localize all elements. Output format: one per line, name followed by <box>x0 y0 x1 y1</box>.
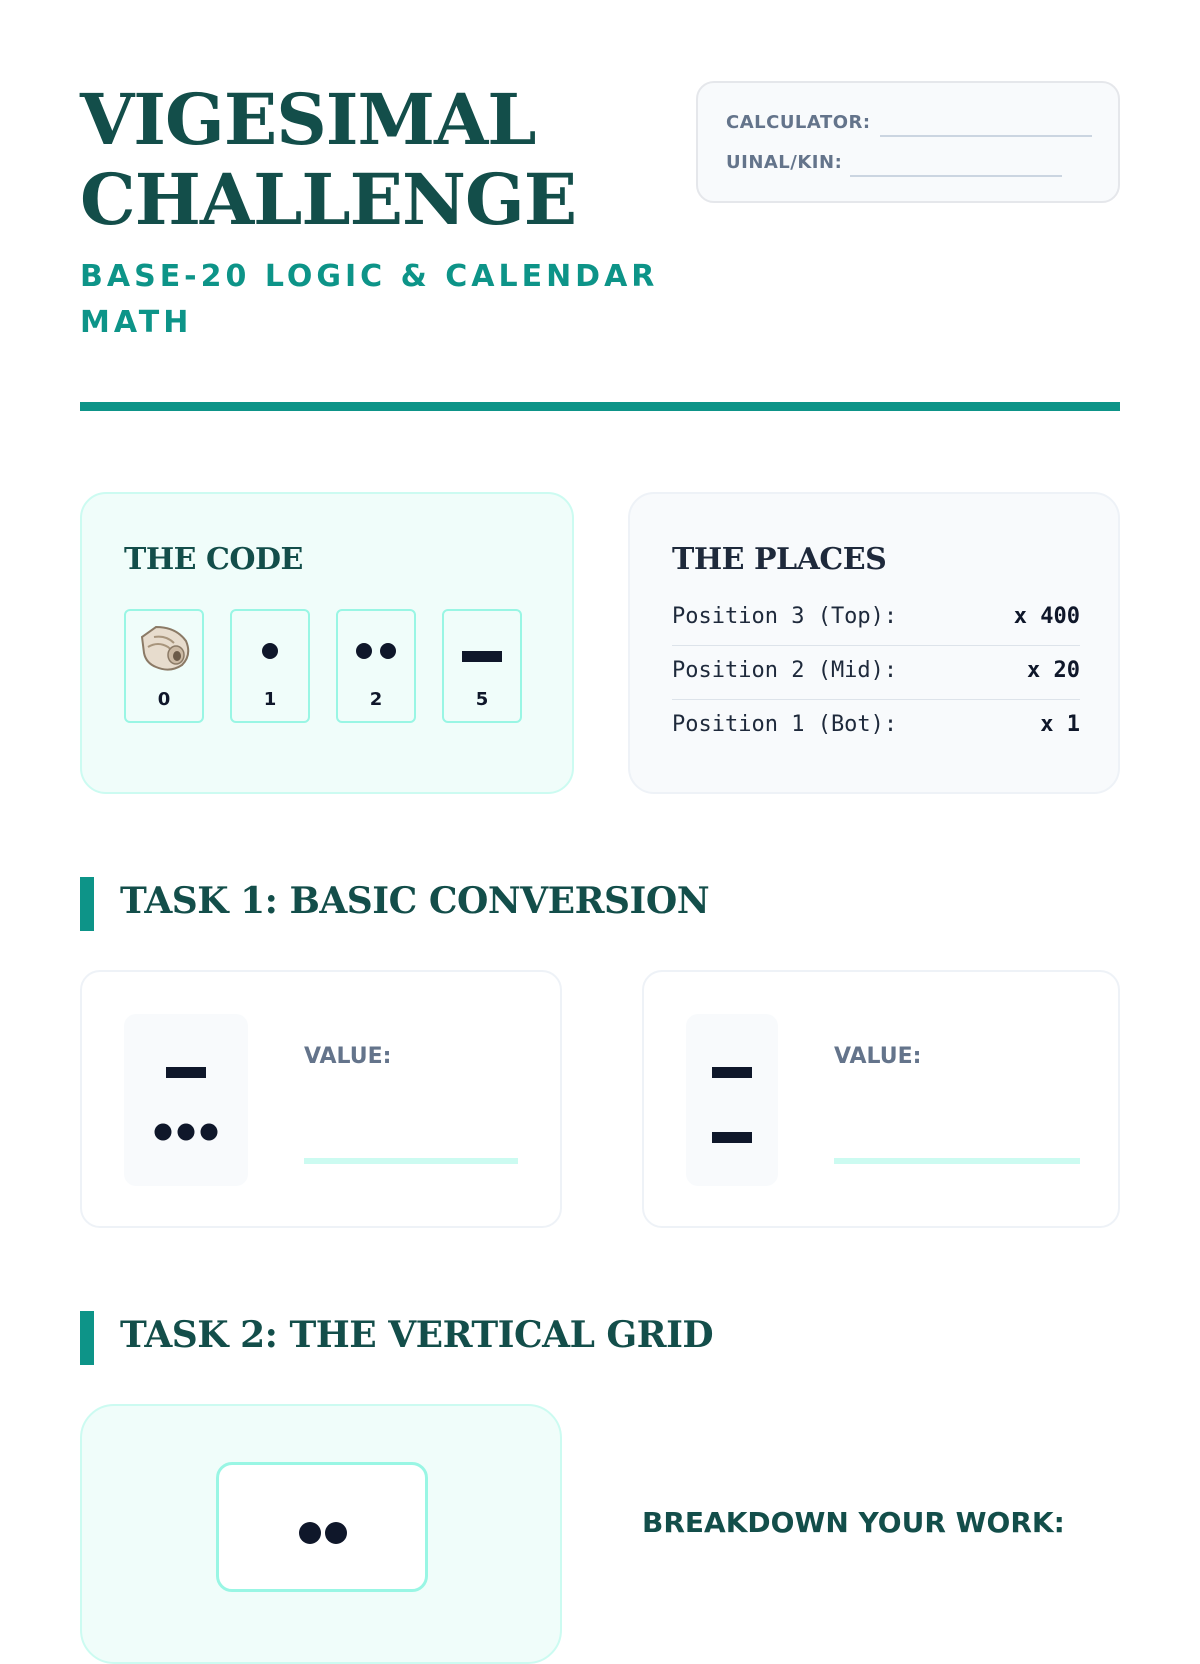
place-row <box>672 700 1080 754</box>
place-multiplier: x 20 <box>1027 658 1080 683</box>
numeral-display <box>686 1014 778 1186</box>
breakdown-label: BREAKDOWN YOUR WORK: <box>642 1506 1065 1539</box>
bar-symbol <box>444 611 520 687</box>
glyph-tile-five <box>442 609 522 723</box>
place-name: Position 2 (Mid): <box>672 658 898 683</box>
calculator-label: CALCULATOR: <box>726 112 871 133</box>
task1-problem-b <box>642 970 1120 1228</box>
places-card <box>628 492 1120 794</box>
place-multiplier: x 1 <box>1040 712 1080 737</box>
place-name: Position 1 (Bot): <box>672 712 898 737</box>
value-answer-field[interactable] <box>834 1158 1080 1164</box>
task1-accent-bar <box>80 877 94 931</box>
title-line-1: VIGESIMAL <box>80 78 536 161</box>
numeral-display <box>124 1014 248 1186</box>
task2-accent-bar <box>80 1311 94 1365</box>
value-answer-field[interactable] <box>304 1158 518 1164</box>
task2-title: TASK 2: THE VERTICAL GRID <box>120 1314 714 1356</box>
place-multiplier: x 400 <box>1013 604 1080 629</box>
one-dot-symbol <box>232 611 308 687</box>
page-title <box>80 80 640 240</box>
shell-icon <box>126 611 202 687</box>
vertical-grid-card <box>80 1404 562 1664</box>
glyph-tile-two <box>336 609 416 723</box>
header-divider <box>80 402 1120 411</box>
glyph-label-zero: 0 <box>157 689 171 710</box>
code-card <box>80 492 574 794</box>
place-row <box>672 646 1080 700</box>
glyph-tile-one <box>230 609 310 723</box>
uinal-kin-field[interactable] <box>850 175 1062 177</box>
value-label: VALUE: <box>834 1044 922 1069</box>
two-dots-symbol <box>338 611 414 687</box>
calculator-field[interactable] <box>880 135 1092 137</box>
page-subtitle: BASE-20 LOGIC & CALENDAR MATH <box>80 259 659 340</box>
place-name: Position 3 (Top): <box>672 604 898 629</box>
glyph-tile-zero <box>124 609 204 723</box>
value-label: VALUE: <box>304 1044 392 1069</box>
glyph-label-one: 1 <box>263 689 277 710</box>
glyph-label-two: 2 <box>369 689 383 710</box>
places-card-heading: THE PLACES <box>672 542 887 577</box>
task1-title: TASK 1: BASIC CONVERSION <box>120 880 710 922</box>
grid-slot-top <box>216 1462 428 1592</box>
info-box <box>696 81 1120 203</box>
code-card-heading: THE CODE <box>124 542 303 577</box>
uinal-kin-label: UINAL/KIN: <box>726 152 843 173</box>
glyph-label-five: 5 <box>475 689 489 710</box>
task1-problem-a <box>80 970 562 1228</box>
title-line-2: CHALLENGE <box>80 158 577 241</box>
place-row <box>672 592 1080 646</box>
